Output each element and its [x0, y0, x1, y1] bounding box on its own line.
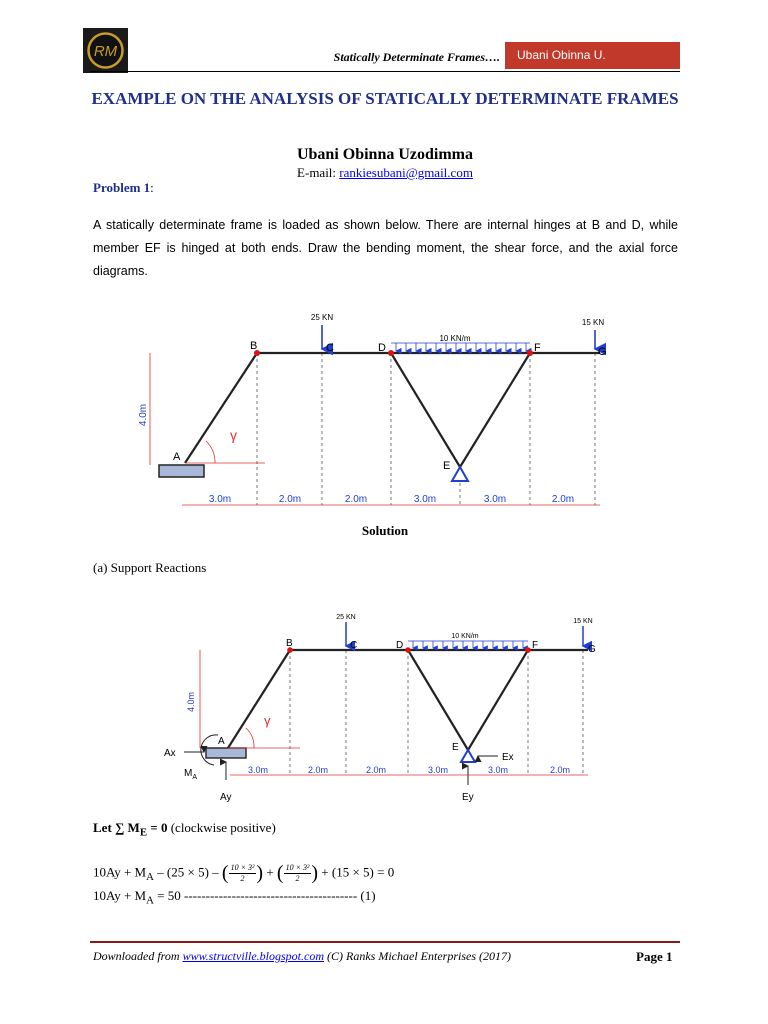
load-g-label-2: 15 KN — [573, 618, 593, 625]
svg-text:2.0m: 2.0m — [365, 765, 387, 775]
header-doc-title: Statically Determinate Frames…. — [333, 50, 500, 64]
author-email — [90, 165, 680, 181]
reaction-ex: Ex — [502, 752, 514, 763]
svg-text:3.0m: 3.0m — [208, 494, 232, 505]
svg-text:3.0m: 3.0m — [487, 765, 509, 775]
rm-logo — [83, 28, 128, 73]
reaction-ay: Ay — [220, 792, 232, 803]
equation-intro: Let ∑ $M_E = 0$ (clockwise positive) — [93, 820, 276, 839]
page-number: Page 1 — [636, 949, 673, 964]
footer-rule — [90, 941, 680, 943]
svg-text:C: C — [350, 640, 358, 651]
svg-text:2.0m: 2.0m — [278, 494, 302, 505]
logo-text: RM — [93, 43, 118, 60]
angle-label-1: γ — [230, 427, 237, 443]
svg-text:3.0m: 3.0m — [427, 765, 449, 775]
load-c-label-1: 25 KN — [310, 313, 334, 322]
footer-link[interactable]: www.structville.blogspot.com — [182, 949, 325, 963]
frame-diagram-2 — [160, 610, 610, 810]
load-g-label-1: 15 KN — [581, 318, 605, 327]
svg-text:3.0m: 3.0m — [413, 494, 437, 505]
problem-heading: Problem 1: — [93, 180, 154, 195]
svg-text:E: E — [443, 460, 451, 472]
document-title: EXAMPLE ON THE ANALYSIS OF STATICALLY DETERMINATE FRAMES — [91, 89, 679, 108]
svg-text:G: G — [598, 346, 607, 358]
svg-text:2.0m: 2.0m — [551, 494, 575, 505]
svg-text:3.0m: 3.0m — [483, 494, 507, 505]
reaction-ax: Ax — [164, 748, 176, 759]
svg-text:F: F — [532, 640, 539, 651]
email-link[interactable]: rankiesubani@gmail.com — [339, 165, 473, 180]
svg-text:D: D — [396, 640, 404, 651]
svg-text:D: D — [378, 342, 386, 354]
footer-credit: Downloaded from www.structville.blogspot.com (C) Ranks Michael Enterprises (2017) — [93, 949, 511, 963]
svg-text:C: C — [326, 342, 334, 354]
svg-text:A: A — [218, 736, 225, 747]
header-author-badge: Ubani Obinna U. — [505, 42, 680, 69]
svg-text:F: F — [534, 342, 541, 354]
svg-text:B: B — [286, 638, 293, 649]
svg-text:E: E — [452, 742, 459, 753]
svg-text:2.0m: 2.0m — [549, 765, 571, 775]
height-label-2: 4.0m — [186, 691, 196, 713]
height-label-1: 4.0m — [138, 403, 149, 427]
author-name: Ubani Obinna Uzodimma — [296, 146, 474, 163]
equation-result: $10Ay + M_A = 50$ ---------------------------------------- (1) — [93, 888, 376, 907]
problem-statement: A statically determinate frame is loaded as shown below. There are internal hinges at B and D, while member EF is hinged at both ends. Draw the bending moment, the shear force, and the axial force diagrams. — [93, 218, 678, 278]
solution-heading: Solution — [361, 523, 409, 538]
equation-moment: $10Ay + M_A - (25 \times 5)$ – ( $\frac{\text{10 × 3²}}{2}$ ) + ( $\frac{\text{10 × 3²}}{2}$ ) + (15 × 5) = 0 — [93, 862, 395, 884]
angle-label-2: γ — [264, 713, 271, 728]
svg-text:A: A — [173, 451, 181, 463]
email-label: E-mail: — [297, 165, 340, 180]
reaction-ma: $M_A$ — [184, 768, 198, 781]
header-rule — [90, 71, 680, 72]
svg-text:3.0m: 3.0m — [247, 765, 269, 775]
support-reactions-heading: (a) Support Reactions — [93, 560, 207, 575]
svg-text:B: B — [250, 340, 258, 352]
load-c-label-2: 25 KN — [336, 614, 356, 621]
reaction-ey: Ey — [462, 792, 474, 803]
udl-label-1: 10 KN/m — [439, 334, 471, 343]
frame-diagram-1 — [140, 305, 620, 515]
problem-label: Problem 1 — [93, 180, 151, 195]
svg-text:G: G — [588, 644, 596, 655]
svg-text:2.0m: 2.0m — [344, 494, 368, 505]
svg-text:2.0m: 2.0m — [307, 765, 329, 775]
udl-label-2: 10 KN/m — [451, 633, 479, 640]
